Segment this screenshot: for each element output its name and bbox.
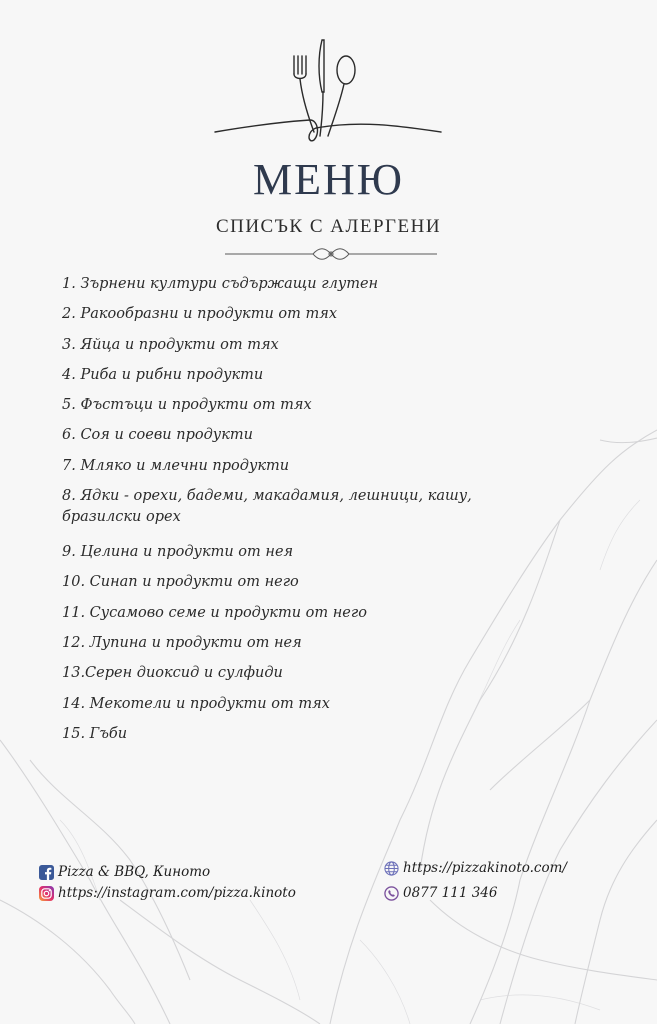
viber-icon — [384, 886, 399, 901]
instagram-icon — [39, 886, 54, 901]
list-item: 5. Фъстъци и продукти от тях — [62, 397, 312, 414]
page-subtitle: СПИСЪК С АЛЕРГЕНИ — [215, 216, 442, 237]
facebook-icon — [39, 865, 54, 880]
cutlery-icon — [210, 36, 446, 146]
website-link[interactable]: https://pizzakinoto.com/ — [403, 860, 567, 876]
list-item: 1. Зърнени култури съдържащи глутен — [62, 276, 379, 292]
footer-instagram[interactable] — [39, 885, 296, 901]
list-item: 9. Целина и продукти от нея — [62, 544, 294, 561]
footer-phone[interactable] — [384, 885, 497, 901]
facebook-link[interactable]: Pizza & BBQ, Киното — [58, 864, 211, 880]
list-item: 4. Риба и рибни продукти — [62, 366, 264, 383]
divider-ornament — [225, 245, 437, 265]
list-item: 2. Ракообразни и продукти от тях — [62, 306, 338, 323]
list-item: 10. Синап и продукти от него — [62, 574, 299, 591]
allergen-list — [62, 274, 502, 754]
phone-number[interactable]: 0877 111 346 — [403, 885, 498, 901]
list-item: 6. Соя и соеви продукти — [62, 427, 253, 444]
page-title: МЕНЮ — [253, 155, 404, 204]
instagram-link[interactable]: https://instagram.com/pizza.kinoto — [58, 885, 296, 901]
footer-facebook[interactable] — [39, 864, 210, 880]
list-item: 3. Яйца и продукти от тях — [62, 336, 279, 353]
list-item: 8. Ядки - орехи, бадеми, макадамия, лешници, кашу, бразилски орех — [62, 488, 472, 526]
list-item: 15. Гъби — [62, 725, 128, 742]
globe-icon — [384, 861, 399, 876]
list-item: 11. Сусамово семе и продукти от него — [62, 604, 367, 621]
footer-website[interactable] — [384, 860, 567, 876]
list-item: 13.Серен диоксид и сулфиди — [62, 665, 283, 682]
list-item: 7. Мляко и млечни продукти — [62, 457, 290, 474]
list-item: 12. Лупина и продукти от нея — [62, 634, 302, 651]
list-item: 14. Мекотели и продукти от тях — [62, 695, 330, 712]
